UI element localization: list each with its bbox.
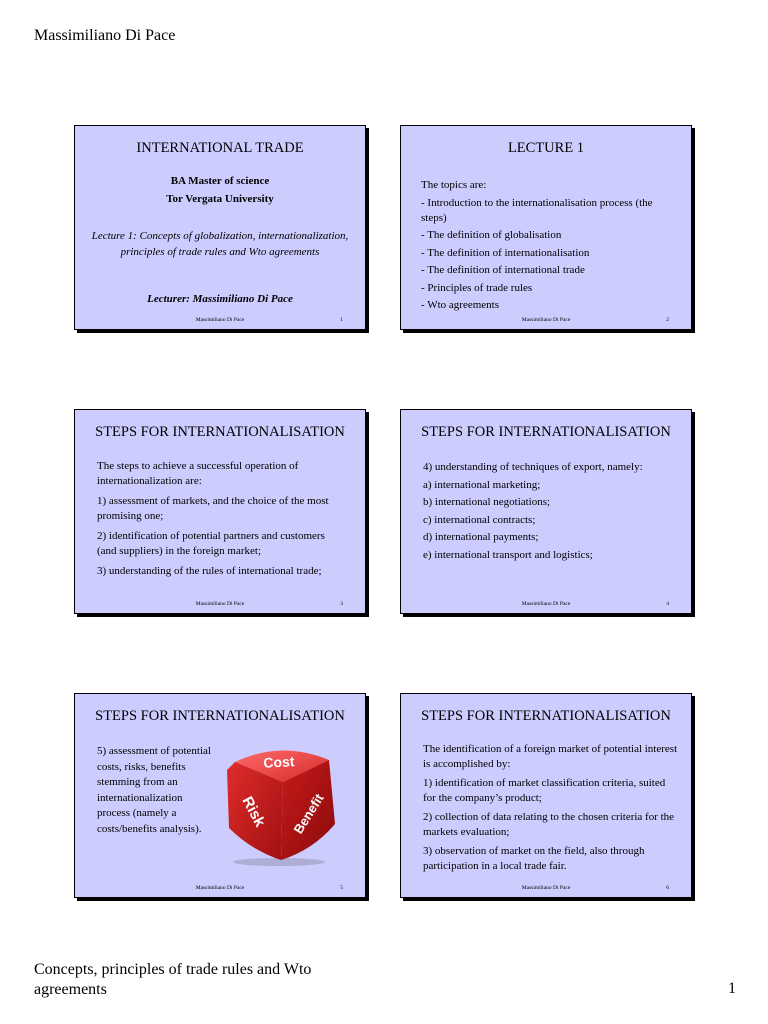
slide-footer-name: Massimiliano Di Pace (521, 317, 571, 323)
slide-1 (74, 125, 366, 330)
list-item: 2) collection of data relating to the chosen criteria for the markets evaluation; (423, 811, 675, 838)
list-item: a) international marketing; (423, 478, 541, 491)
slide-3 (74, 409, 366, 614)
list-item: b) international negotiations; (423, 496, 551, 508)
list-item: 3) observation of market on the field, also through participation in a local trade fair. (423, 845, 645, 872)
slide-body (423, 460, 679, 565)
list-item: The steps to achieve a successful operation of internationalization are: (97, 460, 299, 487)
list-item: - The definition of globalisation (421, 229, 562, 241)
slide-5 (74, 693, 366, 898)
list-item: - Introduction to the internationalisation process (the steps) (421, 196, 653, 224)
slide-footer-name: Massimiliano Di Pace (521, 601, 571, 607)
page-number: 1 (728, 980, 736, 997)
page-footer-title: Concepts, principles of trade rules and Wto agreements (34, 961, 312, 998)
list-item: 3) understanding of the rules of international trade; (97, 565, 322, 577)
list-item: 1) identification of market classification criteria, suited for the company’s product; (423, 777, 666, 804)
slide-number: 1 (340, 317, 343, 323)
slide-footer-name: Massimiliano Di Pace (195, 317, 245, 323)
slide-body (421, 178, 679, 316)
slide-title: STEPS FOR INTERNATIONALISATION (95, 424, 345, 440)
cost-risk-benefit-dice (221, 738, 341, 866)
list-item: - Principles of trade rules (421, 281, 533, 294)
slide-title: STEPS FOR INTERNATIONALISATION (421, 708, 671, 724)
list-item: - The definition of internationalisation (421, 246, 590, 259)
slide-body (97, 459, 343, 584)
list-item: The topics are: (421, 179, 487, 191)
slide-number: 3 (340, 601, 343, 607)
slide-body: 5) assessment of potential costs, risks, benefits stemming from an internationalization process (namely a costs/benefits analysis). (97, 745, 211, 835)
slide-number: 5 (340, 885, 343, 891)
slide-footer-name: Massimiliano Di Pace (195, 601, 245, 607)
slide-title: STEPS FOR INTERNATIONALISATION (95, 708, 345, 724)
list-item: c) international contracts; (423, 513, 536, 526)
page-header-author: Massimiliano Di Pace (34, 27, 176, 44)
list-item: The identification of a foreign market of potential interest is accomplished by: (423, 743, 678, 770)
list-item: e) international transport and logistics; (423, 548, 593, 561)
slide-title: INTERNATIONAL TRADE (136, 140, 304, 156)
slide-title: LECTURE 1 (507, 140, 585, 156)
list-item: 2) identification of potential partners and customers (and suppliers) in the foreign market; (97, 530, 325, 557)
slide-title: STEPS FOR INTERNATIONALISATION (421, 424, 671, 440)
list-item: d) international payments; (423, 531, 539, 543)
slide-lecturer: Lecturer: Massimiliano Di Pace (147, 293, 293, 305)
list-item: - Wto agreements (421, 299, 499, 311)
slide-4 (400, 409, 692, 614)
slide-subtitle: Tor Vergata University (166, 193, 274, 205)
list-item: - The definition of international trade (421, 264, 585, 276)
slide-number: 2 (666, 317, 669, 323)
slide-footer-name: Massimiliano Di Pace (521, 885, 571, 891)
list-item: 1) assessment of markets, and the choice of the most promising one; (97, 495, 329, 522)
slide-number: 4 (666, 601, 669, 607)
slide-2 (400, 125, 692, 330)
slide-subtitle: BA Master of science (170, 175, 270, 187)
list-item: 4) understanding of techniques of export, namely: (423, 461, 643, 473)
slide-6 (400, 693, 692, 898)
slide-description: Lecture 1: Concepts of globalization, internationalization, principles of trade rules and Wto agreements (91, 230, 349, 258)
dice-risk-label: Risk (238, 793, 269, 830)
slide-number: 6 (666, 885, 669, 891)
dice-benefit-label: Benefit (290, 791, 327, 837)
slide-footer-name: Massimiliano Di Pace (195, 885, 245, 891)
slide-body (423, 742, 679, 878)
dice-cost-label: Cost (262, 753, 295, 771)
